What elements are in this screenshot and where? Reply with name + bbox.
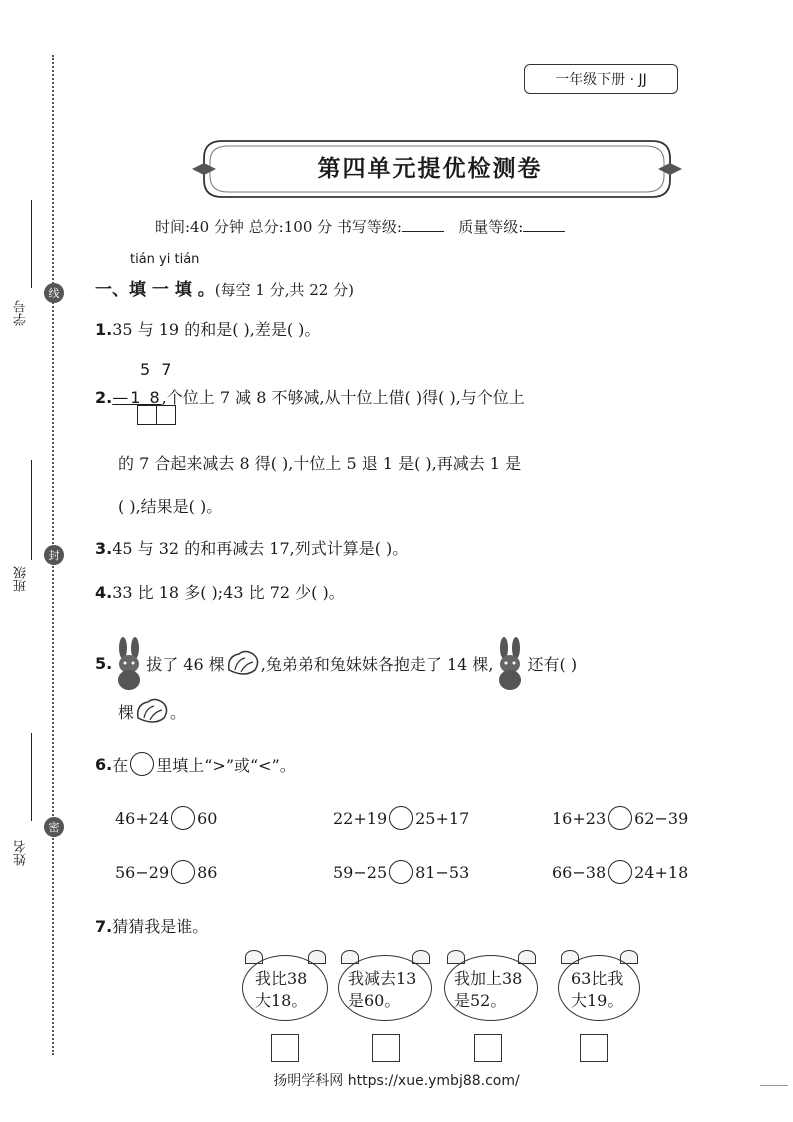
question-text: 33 比 18 多( );43 比 72 少( )。: [112, 583, 345, 602]
expr-left: 46+24: [115, 808, 170, 828]
clue-line-2: 大18。: [255, 991, 308, 1010]
meta-time: 时间:40 分钟 总分:100 分 书写等级:: [155, 218, 402, 236]
q5-part3: 还有( ): [527, 654, 578, 674]
expr-left: 56−29: [115, 862, 170, 882]
answer-box[interactable]: [372, 1034, 400, 1062]
section-heading: [95, 275, 354, 300]
expr-right: 81−53: [415, 862, 470, 882]
page-title: 第四单元提优检测卷: [317, 155, 543, 182]
question-2-line-3: ( ),结果是( )。: [118, 497, 223, 516]
question-number: 4.: [95, 583, 113, 602]
question-text: 猜猜我是谁。: [112, 917, 209, 936]
question-7: [95, 914, 208, 937]
expr-right: 60: [197, 808, 218, 828]
compare-circle[interactable]: [389, 806, 413, 830]
answer-box[interactable]: [271, 1034, 299, 1062]
q6-prefix: 在: [112, 755, 129, 775]
comparison-item: [115, 806, 217, 830]
q2-bottom-digits: —1 8: [112, 388, 162, 407]
question-number: 1.: [95, 320, 113, 339]
student-id-label: 学号: [14, 300, 29, 326]
q5-part1: 拔了 46 棵: [146, 654, 225, 674]
answer-digit-box[interactable]: [156, 405, 176, 425]
question-4: [95, 580, 345, 603]
clue-bubble: [338, 955, 432, 1021]
expr-left: 16+23: [552, 808, 607, 828]
compare-circle[interactable]: [171, 860, 195, 884]
question-number: 3.: [95, 539, 113, 558]
comparison-item: [333, 860, 469, 884]
student-id-rule: [31, 200, 32, 288]
meta-quality: 质量等级:: [458, 218, 524, 236]
expr-left: 22+19: [333, 808, 388, 828]
question-text: ,个位上 7 减 8 不够减,从十位上借( )得( ),与个位上: [161, 388, 525, 407]
compare-circle[interactable]: [608, 860, 632, 884]
question-number: 6.: [95, 754, 113, 774]
answer-box[interactable]: [580, 1034, 608, 1062]
seal-seal: 封: [44, 545, 64, 565]
expr-right: 62−39: [634, 808, 689, 828]
clue-bubble: [242, 955, 328, 1021]
clue-line-1: 我加上38: [454, 969, 523, 988]
question-3: [95, 536, 408, 559]
section-note: (每空 1 分,共 22 分): [214, 281, 354, 299]
comparison-item: [333, 806, 469, 830]
q5-line2-end: 。: [170, 702, 187, 722]
clue-line-2: 大19。: [571, 991, 624, 1010]
question-5: [95, 636, 577, 690]
clue-bubble: [558, 955, 640, 1021]
clue-line-2: 是52。: [454, 991, 507, 1010]
question-number: 2.: [95, 388, 113, 407]
clue-line-1: 我减去13: [348, 969, 417, 988]
cabbage-icon: [134, 696, 170, 726]
answer-digit-box[interactable]: [137, 405, 157, 425]
name-label: 姓名: [14, 840, 29, 866]
rabbit-icon: [493, 636, 527, 690]
q5-line2: 棵: [118, 702, 135, 722]
expr-right: 24+18: [634, 862, 689, 882]
watermark-footer: 扬明学科网 https://xue.ymbj88.com/: [273, 1073, 520, 1089]
clue-bubble: [444, 955, 538, 1021]
section-pinyin: tián yi tián: [130, 252, 200, 267]
writing-grade-blank: [402, 217, 444, 232]
question-number: 5.: [95, 653, 113, 673]
question-1: [95, 317, 320, 340]
answer-box[interactable]: [474, 1034, 502, 1062]
clue-line-1: 我比38: [255, 969, 308, 988]
expr-left: 59−25: [333, 862, 388, 882]
comparison-item: [552, 806, 688, 830]
rabbit-icon: [112, 636, 146, 690]
question-text: 45 与 32 的和再减去 17,列式计算是( )。: [112, 539, 409, 558]
exam-meta: [155, 216, 565, 237]
question-text: 35 与 19 的和是( ),差是( )。: [112, 320, 321, 339]
seal-line: 线: [44, 283, 64, 303]
name-rule: [31, 733, 32, 821]
compare-circle[interactable]: [608, 806, 632, 830]
seal-secret: 密: [44, 817, 64, 837]
clue-line-2: 是60。: [348, 991, 401, 1010]
clue-line-1: 63比我: [571, 969, 624, 988]
page-corner-rule: [760, 1085, 788, 1086]
grade-badge: 一年级下册 · JJ: [524, 64, 678, 94]
quality-grade-blank: [523, 217, 565, 232]
comparison-item: [552, 860, 688, 884]
q6-suffix: 里填上“>”或“<”。: [156, 755, 296, 775]
q2-top-digits: 5 7: [140, 360, 175, 379]
class-label: 班级: [14, 566, 29, 592]
q5-part2: ,兔弟弟和兔妹妹各抱走了 14 棵,: [260, 654, 494, 674]
question-5-line-2: [118, 696, 186, 726]
expr-right: 25+17: [415, 808, 470, 828]
question-number: 7.: [95, 917, 113, 936]
expr-left: 66−38: [552, 862, 607, 882]
section-title: 一、填 一 填 。: [95, 280, 215, 300]
compare-circle[interactable]: [389, 860, 413, 884]
cabbage-icon: [225, 648, 261, 678]
circle-symbol: [130, 752, 154, 776]
question-6: [95, 752, 296, 776]
question-2-line-2: 的 7 合起来减去 8 得( ),十位上 5 退 1 是( ),再减去 1 是: [118, 454, 522, 473]
comparison-item: [115, 860, 217, 884]
expr-right: 86: [197, 862, 218, 882]
compare-circle[interactable]: [171, 806, 195, 830]
class-rule: [31, 460, 32, 560]
